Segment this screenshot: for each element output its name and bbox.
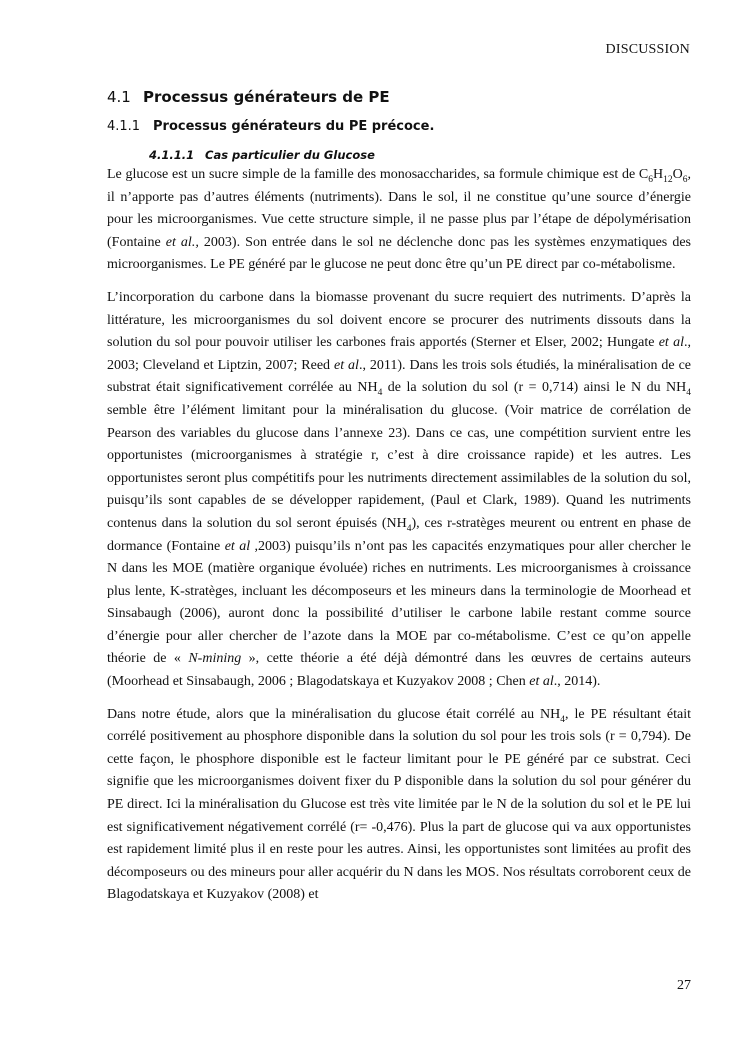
text-run: », cette théorie a été déjà démontré dans les œuvres de certains auteurs (Moorhead et Sinsabaugh, 2006 ; Blagodatskaya et Kuzyakov 2008 ; Chen bbox=[107, 651, 691, 690]
text-run: ., 2011). Dans les trois sols étudiés, la minéralisation de ce substrat était significativement corrélée au NH bbox=[107, 357, 691, 396]
text-run: L’incorporation du carbone dans la biomasse provenant du sucre requiert des nutriments. D’après la littérature, les microorganismes du sol doivent encore se procurer des nutriments dissouts dans la solution du sol pour pouvoir utiliser les carbones frais apportés (Sterner et Elser, 2002; Hungate bbox=[107, 289, 691, 351]
subsubsection-number: 4.1.1.1 bbox=[149, 148, 195, 162]
text-run: de la solution du sol (r = 0,714) ainsi le N du NH bbox=[382, 380, 687, 396]
text-run: 2003). Son entrée dans le sol ne déclenche donc pas les systèmes enzymatiques des microorganismes. Le PE généré par le glucose ne peut donc être qu’un PE direct par co-métabolisme. bbox=[107, 234, 691, 273]
text-run: ), ces r-stratèges meurent ou entrent en phase de dormance (Fontaine bbox=[107, 515, 691, 554]
subscript-text: 4 bbox=[377, 388, 383, 399]
running-header: DISCUSSION bbox=[605, 42, 690, 57]
section-number: 4.1 bbox=[107, 88, 131, 106]
subsubsection-title: Cas particulier du Glucose bbox=[205, 148, 375, 162]
paragraph bbox=[107, 704, 691, 907]
text-run: O bbox=[672, 167, 683, 182]
subsection-number: 4.1.1 bbox=[107, 119, 141, 134]
text-run: , il n’apporte pas d’autres éléments (nutriments). Dans le sol, il ne constitue qu’une source d’énergie pour les microorganismes. Vue cette structure simple, il ne passe plus par l’étape de dépolymérisation (Fontaine bbox=[107, 167, 691, 250]
text-run: semble être l’élément limitant pour la minéralisation du glucose. (Voir matrice de corrélation de Pearson des variables du glucose dans l’annexe 23). Dans ce cas, une compétition survient entre les opportunistes (microorganismes à stratégie r, c’est à dire croissance rapide) et les autres. Les opportunistes seront plus compétitifs pour les nutriments directement assimilables de la solution du sol, puisqu’ils sont capables de se développer rapidement, (Paul et Clark, 1989). Quand les nutriments contenus dans la solution du sol seront épuisés (NH bbox=[107, 402, 691, 531]
subsection-heading bbox=[107, 119, 691, 134]
italic-text: et al bbox=[224, 538, 251, 554]
subscript-text: 4 bbox=[406, 523, 412, 534]
text-run: H bbox=[653, 167, 664, 182]
text-run: Le glucose est un sucre simple de la famille des monosaccharides, sa formule chimique est de C bbox=[107, 167, 649, 182]
text-run: , le PE résultant était corrélé positivement au phosphore disponible dans la solution du sol pour les trois sols (r = 0,794). De cette façon, le phosphore disponible est le facteur limitant pour le PE généré par ce substrat. Ceci signifie que les microorganismes doivent fixer du P disponible dans la solution du sol pour générer du PE direct. Ici la minéralisation du Glucose est très vite limitée par le N de la solution du sol et le PE lui est significativement négativement corrélé (r= -0,476). Plus la part de glucose qui va aux opportunistes est rapidement limité plus il en reste pour les autres. Ainsi, les opportunistes sont limitées au profit des décomposeurs ou des mineurs pour aller acquérir du N dans les MOS. Nos résultats corroborent ceux de Blagodatskaya et Kuzyakov (2008) et bbox=[107, 706, 691, 903]
subscript-text: 6 bbox=[682, 174, 688, 185]
paragraph bbox=[107, 287, 691, 694]
page-number: 27 bbox=[677, 978, 691, 993]
text-run: Dans notre étude, alors que la minéralisation du glucose était corrélé au NH bbox=[107, 706, 561, 722]
section-title: Processus générateurs de PE bbox=[143, 88, 390, 106]
paragraph bbox=[107, 164, 691, 277]
page-content bbox=[107, 88, 691, 917]
subscript-text: 4 bbox=[686, 388, 691, 399]
text-run: ,2003) puisqu’ils n’ont pas les capacités enzymatiques pour aller chercher le N dans les MOE (matière organique évoluée) riches en nutriments. Les microorganismes à croissance plus lente, K-stratèges, incluant les décomposeurs et les mineurs dans la terminologie de Moorhead et Sinsabaugh (2006), auront donc la possibilité d’utiliser le carbone labile restant comme source d’énergie pour aller chercher de l’azote dans la MOE par co-métabolisme. C’est ce qu’on appelle théorie de « bbox=[107, 538, 691, 667]
subsection-title: Processus générateurs du PE précoce. bbox=[153, 119, 435, 134]
subscript-text: 12 bbox=[663, 174, 673, 185]
italic-text: N-mining bbox=[188, 651, 242, 667]
subscript-text: 6 bbox=[648, 174, 653, 185]
italic-text: et al bbox=[658, 335, 685, 351]
text-run: ., 2014). bbox=[553, 674, 601, 690]
italic-text: et al bbox=[334, 357, 359, 373]
section-heading bbox=[107, 88, 691, 106]
subscript-text: 4 bbox=[560, 714, 566, 725]
italic-text: et al bbox=[529, 674, 554, 690]
italic-text: et al., bbox=[165, 234, 199, 250]
text-run: ., 2003; Cleveland et Liptzin, 2007; Reed bbox=[107, 335, 692, 373]
subsubsection-heading bbox=[149, 148, 691, 162]
